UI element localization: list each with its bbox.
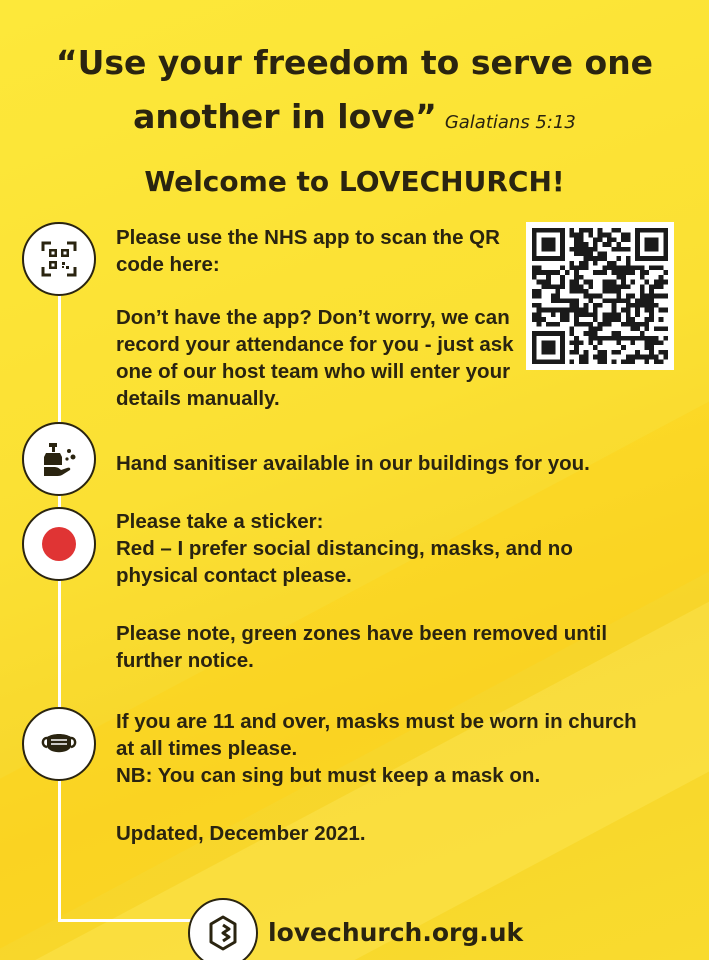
- updated-text: Updated, December 2021.: [116, 822, 366, 845]
- red-dot: [42, 527, 76, 561]
- quote-line-2: [0, 90, 709, 150]
- masks-sing-text: NB: You can sing but must keep a mask on.: [116, 764, 541, 787]
- no-app-text: Don’t have the app? Don’t worry, we can record your attendance for you - just ask one of our host team who will enter your details manually.: [116, 306, 514, 410]
- welcome-heading: Welcome to LOVECHURCH!: [144, 165, 565, 198]
- masks-rule-text: If you are 11 and over, masks must be worn in church at all times please.: [116, 710, 637, 760]
- green-zones-text: Please note, green zones have been removed until further notice.: [116, 622, 608, 672]
- sticker-title: Please take a sticker:: [116, 510, 324, 533]
- timeline-line-bottom: [58, 919, 198, 922]
- sticker-red-text: Red – I prefer social distancing, masks, and no physical contact please.: [116, 537, 573, 587]
- sanitiser-text: Hand sanitiser available in our buildings for you.: [116, 452, 590, 475]
- qr-code-image[interactable]: [526, 222, 674, 370]
- bible-reference: Galatians 5:13: [444, 112, 576, 133]
- quote-text: another in love”: [133, 97, 437, 136]
- website-link[interactable]: lovechurch.org.uk: [268, 918, 524, 947]
- lovechurch-logo-icon: [188, 898, 258, 960]
- face-mask-icon: [22, 707, 96, 781]
- hand-sanitiser-icon: [22, 422, 96, 496]
- qr-code-icon: [22, 222, 96, 296]
- qr-instructions: Please use the NHS app to scan the QR code here:: [116, 226, 500, 276]
- quote-line-1: “Use your freedom to serve one: [55, 43, 654, 82]
- header: [0, 36, 709, 202]
- red-sticker-icon: [22, 507, 96, 581]
